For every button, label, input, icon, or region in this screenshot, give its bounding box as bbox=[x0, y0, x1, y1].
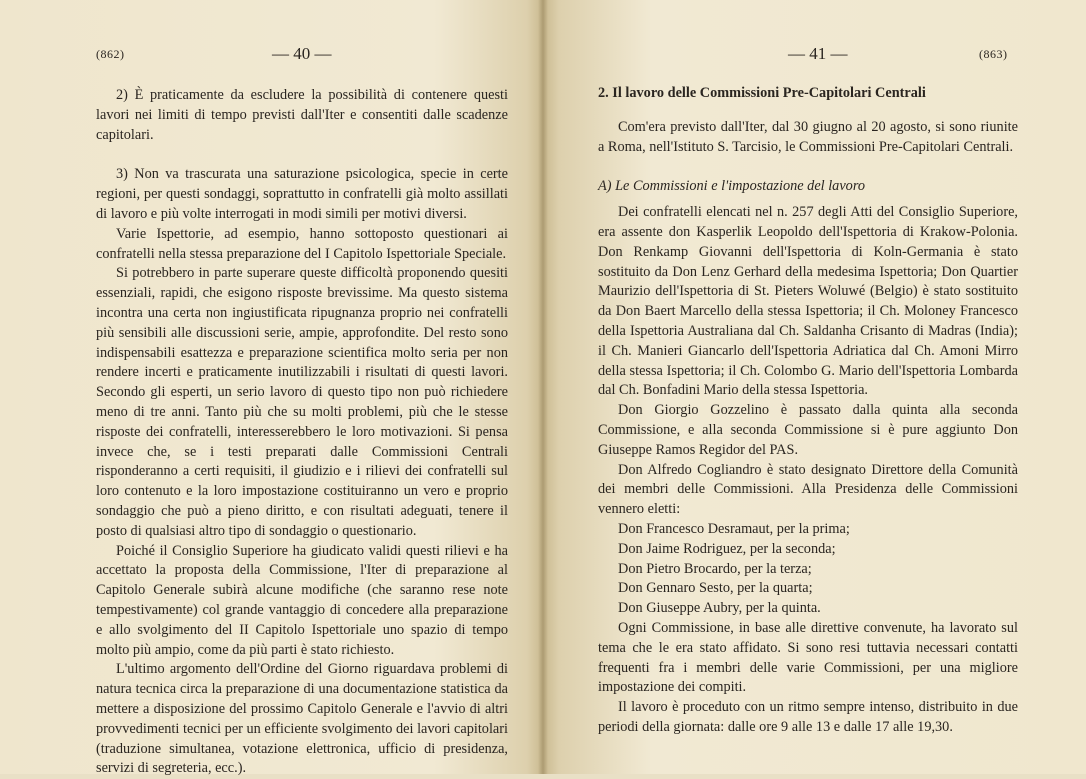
right-page bbox=[543, 0, 1086, 774]
left-page bbox=[0, 0, 543, 777]
left-body bbox=[96, 86, 508, 779]
list-item: Don Jaime Rodriguez, per la seconda; bbox=[618, 540, 836, 557]
paragraph: Varie Ispettorie, ad esempio, hanno sottoposto questionari ai confratelli nella stessa preparazione del I Capitolo Ispettoriale Speciale. bbox=[96, 225, 508, 262]
book-gutter bbox=[538, 0, 548, 774]
paragraph: Don Alfredo Cogliandro è stato designato Direttore della Comunità dei membri delle Commissioni. Alla Presidenza delle Commissioni vennero eletti: bbox=[598, 461, 1018, 518]
paragraph: Don Giorgio Gozzelino è passato dalla quinta alla seconda Commissione, e alla seconda Commissione si è pure aggiunto Don Giuseppe Ramos Regidor del PAS. bbox=[598, 402, 1018, 458]
paragraph: L'ultimo argomento dell'Ordine del Giorno riguardava problemi di natura tecnica circa la preparazione di una documentazione statistica da mettere a disposizione del prossimo Capitolo Generale e l'avvio di altri provvedimenti tecnici per un efficiente svolgimento dei lavori capitolari (traduzione simultanea, votazione elettronica, ufficio di presidenza, servizi di segreteria, ecc.). bbox=[96, 661, 508, 777]
section-title: 2. Il lavoro delle Commissioni Pre-Capitolari Centrali bbox=[598, 85, 926, 101]
paragraph: 3) Non va trascurata una saturazione psicologica, specie in certe regioni, per questi sondaggi, soprattutto in confratelli già molto assillati di lavoro e più volte interrogati in modi simili per motivi diversi. bbox=[96, 166, 508, 222]
list-item: Don Francesco Desramaut, per la prima; bbox=[618, 520, 850, 537]
paragraph: Si potrebbero in parte superare queste difficoltà proponendo quesiti essenziali, rapidi, che esigono risposte brevissime. Ma questo sistema incontra una certa non ingiustificata ripugnanza proprio nei confratelli più sensibili alle discussioni serie, ampie, approfondite. Del resto sono indispensabili esattezza e preparazione scientifica molto seria per non rendere incerti e praticamente inutilizzabili i risultati di questi lavori. Secondo gli esperti, un serio lavoro di questo tipo non può richiedere meno di tre anni. Tanto più che su molti problemi, più che le stesse risposte dei confratelli, interesserebbero le loro motivazioni. Si pensa invece che, se i testi preparati dalle Commissioni Centrali risponderanno a certi requisiti, il giudizio e i rilievi dei confratelli sul loro contenuto e la loro impostazione costituiranno un vero e proprio sondaggio che può a pieno diritto, e con risultati adeguati, tenere il posto di qualsiasi altro tipo di sondaggio o questionario. bbox=[96, 265, 508, 539]
right-header-code: (863) bbox=[979, 47, 1008, 61]
paragraph: Dei confratelli elencati nel n. 257 degli Atti del Consiglio Superiore, era assente don Kasperlik Leopoldo dell'Ispettoria di Krakow-Polonia. Don Renkamp Giovanni dell'Ispettoria di Koln-Germania è stato sostituito da Don Lenz Gerhard della medesima Ispettoria; Don Quartier Maurizio dell'Ispettoria di St. Pieters Woluwé (Belgio) è stato sostituito da Don Baert Marcello della stessa Ispettoria; il Ch. Moloney Francesco della Ispettoria Australiana dal Ch. Saldanha Crisanto di Madras (India); il Ch. Manieri Giancarlo dell'Ispettoria Adriatica dal Ch. Amoni Mirro della stessa Ispettoria; il Ch. Colombo G. Mario dell'Ispettoria Lombarda dal Ch. Bonfadini Mario della stessa Ispettoria. bbox=[598, 204, 1018, 399]
left-page-number: — 40 — bbox=[272, 44, 332, 63]
paragraph: Il lavoro è proceduto con un ritmo sempre intenso, distribuito in due periodi della giornata: dalle ore 9 alle 13 e dalle 17 alle 19,30. bbox=[598, 699, 1018, 735]
paragraph: Com'era previsto dall'Iter, dal 30 giugno al 20 agosto, si sono riunite a Roma, nell'Istituto S. Tarcisio, le Commissioni Pre-Capitolari Centrali. bbox=[598, 118, 1018, 155]
left-header-code: (862) bbox=[96, 47, 125, 61]
right-page-number: — 41 — bbox=[788, 44, 848, 63]
list-item: Don Giuseppe Aubry, per la quinta. bbox=[618, 600, 821, 617]
list-item: Don Pietro Brocardo, per la terza; bbox=[618, 560, 812, 577]
elected-list bbox=[598, 520, 1018, 619]
right-body bbox=[598, 84, 1018, 738]
list-item: Don Gennaro Sesto, per la quarta; bbox=[618, 580, 813, 597]
subsection-title: A) Le Commissioni e l'impostazione del lavoro bbox=[598, 178, 866, 195]
paragraph: 2) È praticamente da escludere la possibilità di contenere questi lavori nei limiti di tempo previsti dall'Iter e consentiti dalle scadenze capitolari. bbox=[96, 87, 508, 143]
paragraph: Poiché il Consiglio Superiore ha giudicato validi questi rilievi e ha accettato la proposta della Commissione, l'Iter di preparazione al Capitolo Generale subirà alcune modifiche (che saranno rese note tempestivamente) col grande vantaggio di concedere alla preparazione e allo svolgimento del II Capitolo Ispettoriale uno spazio di tempo molto più ampio, come da più parti è stato richiesto. bbox=[96, 542, 508, 658]
paragraph: Ogni Commissione, in base alle direttive convenute, ha lavorato sul tema che le era stato affidato. Si sono resi tuttavia necessari contatti frequenti fra i membri delle varie Commissioni, per una migliore impostazione dei compiti. bbox=[598, 619, 1018, 696]
